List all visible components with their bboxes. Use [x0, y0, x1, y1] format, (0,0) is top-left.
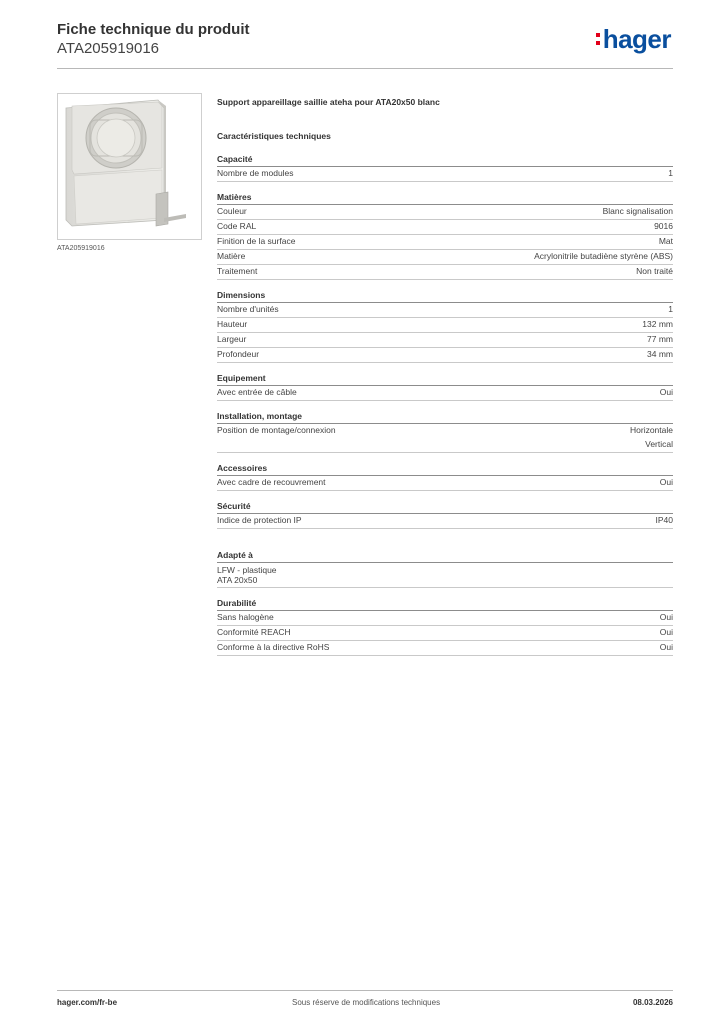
footer-divider — [57, 990, 673, 991]
surface-box-illustration-icon — [58, 94, 201, 239]
spec-value: Vertical — [645, 438, 673, 449]
section-title: Installation, montage — [217, 410, 673, 424]
spec-row — [217, 235, 673, 250]
spec-value: Oui — [659, 476, 673, 487]
spec-value: IP40 — [655, 514, 673, 525]
compatibility-list — [217, 563, 673, 588]
spec-label: Traitement — [217, 266, 258, 276]
spec-label: Couleur — [217, 206, 247, 216]
section-title: Sécurité — [217, 500, 673, 514]
product-reference: ATA205919016 — [57, 40, 160, 57]
section-adapte — [217, 549, 673, 588]
spec-label: Finition de la surface — [217, 236, 296, 246]
spec-label: Conformité REACH — [217, 626, 291, 637]
spec-row — [217, 220, 673, 235]
footer-website-link[interactable]: hager.com/fr-be — [57, 998, 118, 1007]
logo-dots-icon — [596, 33, 602, 49]
spec-value: 1 — [668, 168, 673, 178]
spec-label: Sans halogène — [217, 611, 274, 622]
spec-row — [217, 205, 673, 220]
spec-label: Conforme à la directive RoHS — [217, 641, 330, 652]
spec-value-group — [630, 424, 673, 451]
spec-value: Non traité — [636, 266, 673, 276]
section-securite — [217, 500, 673, 529]
spec-label: Hauteur — [217, 319, 248, 329]
spec-row — [217, 333, 673, 348]
section-title: Dimensions — [217, 289, 673, 303]
spec-value: Mat — [658, 236, 673, 246]
section-installation — [217, 410, 673, 453]
spec-label: Avec entrée de câble — [217, 387, 297, 397]
spec-row — [217, 626, 673, 641]
spec-value: Horizontale — [630, 425, 673, 435]
spec-label: Matière — [217, 251, 246, 261]
spec-label: Avec cadre de recouvrement — [217, 476, 326, 487]
document-header — [57, 20, 673, 58]
spec-value: Oui — [659, 641, 673, 652]
section-title: Capacité — [217, 153, 673, 167]
product-image — [57, 93, 202, 240]
section-title: Accessoires — [217, 462, 673, 476]
compatibility-item: ATA 20x50 — [217, 574, 258, 585]
spec-row — [217, 348, 673, 363]
spec-value: 77 mm — [647, 334, 673, 344]
spec-label: Position de montage/connexion — [217, 425, 336, 435]
spec-row — [217, 611, 673, 626]
spec-value: Acrylonitrile butadiène styrène (ABS) — [534, 251, 673, 261]
hager-logo — [596, 24, 671, 55]
spec-label: Nombre d'unités — [217, 304, 279, 314]
spec-row — [217, 514, 673, 529]
section-title: Durabilité — [217, 597, 673, 611]
spec-label: Indice de protection IP — [217, 514, 302, 525]
spec-label: Code RAL — [217, 221, 257, 231]
spec-row — [217, 476, 673, 491]
section-dimensions — [217, 289, 673, 363]
spec-label: Profondeur — [217, 349, 260, 359]
spec-row — [217, 303, 673, 318]
spec-value: 9016 — [654, 221, 673, 231]
spec-label: Nombre de modules — [217, 168, 294, 178]
characteristics-heading: Caractéristiques techniques — [217, 131, 331, 141]
footer-disclaimer: Sous réserve de modifications techniques — [292, 998, 441, 1007]
spec-value: 1 — [668, 304, 673, 314]
product-name: Support appareillage saillie ateha pour ATA20x50 blanc — [217, 97, 440, 107]
header-divider — [57, 68, 673, 69]
spec-value: Oui — [659, 626, 673, 637]
compatibility-item: LFW - plastique — [217, 564, 277, 575]
spec-value: 34 mm — [647, 349, 673, 359]
section-durabilite — [217, 597, 673, 656]
spec-row — [217, 424, 673, 453]
spec-label: Largeur — [217, 334, 247, 344]
spec-row — [217, 641, 673, 656]
image-caption: ATA205919016 — [57, 245, 105, 252]
spec-row — [217, 318, 673, 333]
spec-row — [217, 250, 673, 265]
spec-row — [217, 386, 673, 401]
spec-value: Oui — [659, 611, 673, 622]
technical-specifications — [217, 95, 673, 656]
spec-value: 132 mm — [642, 319, 673, 329]
section-matieres — [217, 191, 673, 280]
spec-value: Oui — [659, 387, 673, 397]
section-title: Equipement — [217, 372, 673, 386]
spec-row — [217, 265, 673, 280]
spec-row — [217, 167, 673, 182]
section-equipement — [217, 372, 673, 401]
section-accessoires — [217, 462, 673, 491]
section-capacite — [217, 153, 673, 182]
spec-value: Blanc signalisation — [602, 206, 673, 216]
logo-text: hager — [602, 24, 671, 54]
section-title: Matières — [217, 191, 673, 205]
section-title: Adapté à — [217, 549, 673, 563]
footer-date: 08.03.2026 — [632, 998, 673, 1007]
document-title: Fiche technique du produit — [57, 21, 250, 38]
